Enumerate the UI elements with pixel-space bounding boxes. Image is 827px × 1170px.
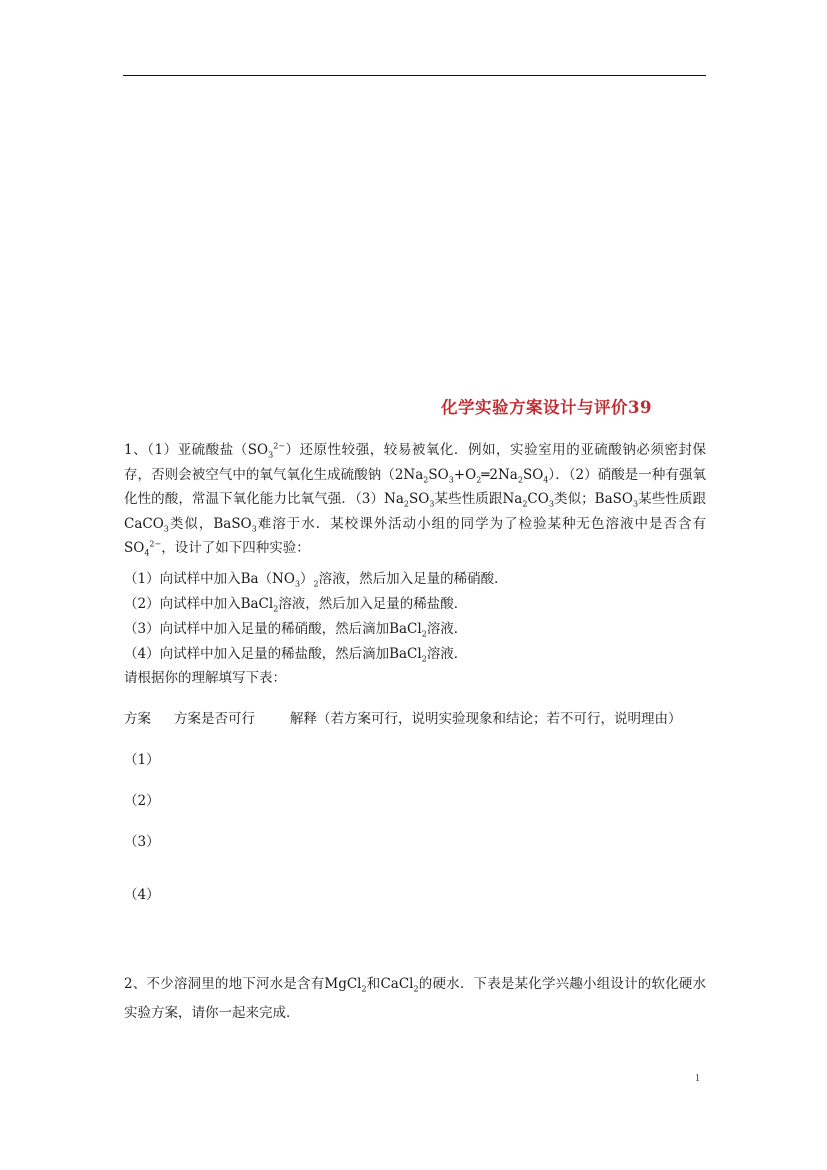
page-number: 1 (695, 1073, 700, 1084)
header-explanation: 解释（若方案可行，说明实验现象和结论；若不可行，说明理由） (290, 711, 682, 727)
experiment-4: （4）向试样中加入足量的稀盐酸，然后滴加BaCl$_2$溶液． (124, 646, 468, 664)
page-title: 化学实验方案设计与评价39 (441, 398, 652, 417)
experiment-3: （3）向试样中加入足量的稀硝酸，然后滴加BaCl$_2$溶液． (124, 621, 468, 639)
experiment-1: （1）向试样中加入$Ba(NO_3)_2$溶液，然后加入足量的稀硝酸． (124, 571, 508, 589)
header-feasible: 方案是否可行 (174, 711, 255, 727)
experiment-2: （2）向试样中加入BaCl$_2$溶液，然后加入足量的稀盐酸． (124, 596, 468, 614)
question-1-intro: 1、（1）亚硫酸盐$(SO_3^{2-})$还原性较强，较易被氧化．例如，实验室用的亚硫酸钠必须密封保存，否则会被空气中的氧气氧化生成硫酸钠$(2Na_2SO_3+O_2═2Na_2SO_4)$．（2）硝酸是一种有强氧化性的酸，常温下氧化能力比氧气强．$(3)Na_2SO_3$某些性质跟$Na_2CO_3$类似；BaSO$_3$某些性质跟CaCO$_3$类似，BaSO$_3$难溶于水．某校课外活动小组的同学为了检验某种无色溶液中是否含有$SO_4^{2-}$，设计了如下四种实验： (124, 441, 707, 559)
header-scheme: 方案 (124, 711, 151, 727)
table-row: （2） (124, 793, 160, 809)
table-row: （4） (124, 887, 160, 903)
header-rule (123, 75, 706, 76)
table-header (124, 707, 682, 727)
table-row: （3） (124, 834, 160, 850)
fill-table-prompt: 请根据你的理解填写下表： (124, 670, 286, 686)
table-row: （1） (124, 752, 160, 768)
question-2: 2、不少溶洞里的地下河水是含有MgCl$_2$和CaCl$_2$的硬水．下表是某化学兴趣小组设计的软化硬水实验方案，请你一起来完成． (124, 976, 707, 1021)
